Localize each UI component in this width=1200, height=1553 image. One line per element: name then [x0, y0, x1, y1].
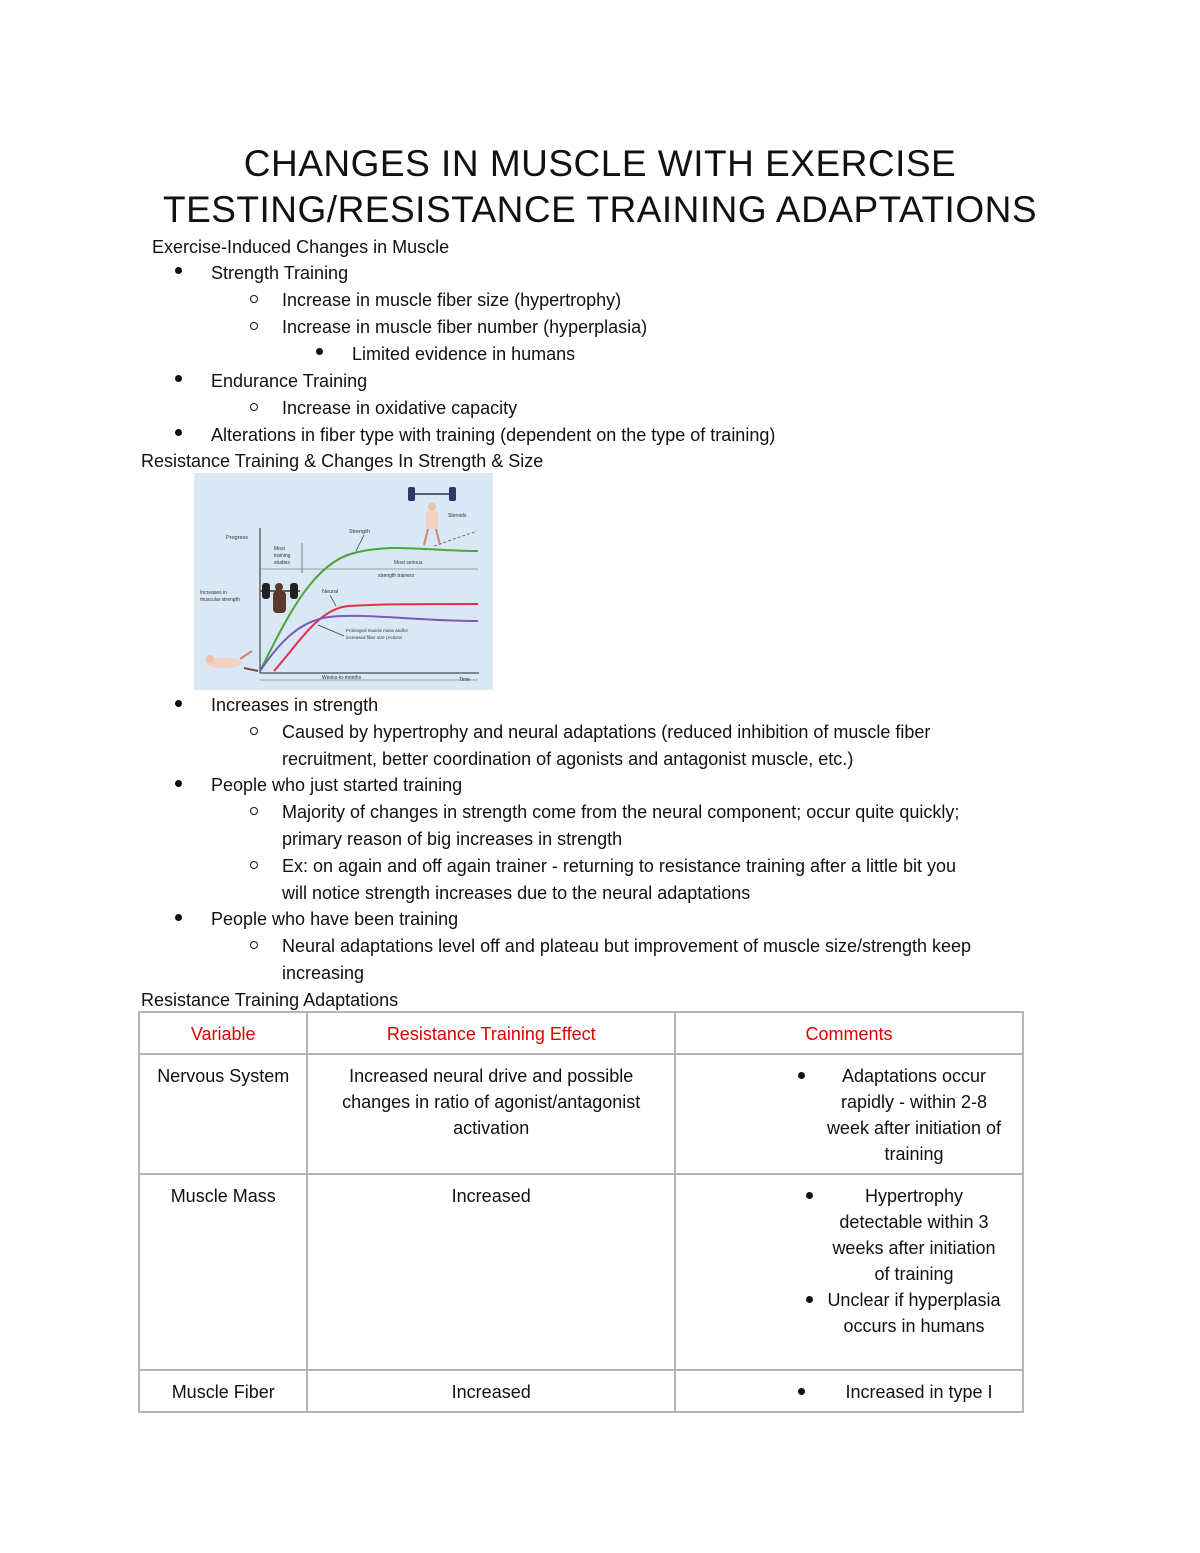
list-item-continuation: primary reason of big increases in strength — [282, 829, 623, 849]
cell-comments — [675, 1370, 1023, 1412]
section-heading-adaptations: Resistance Training Adaptations — [141, 990, 399, 1010]
header-effect: Resistance Training Effect — [307, 1012, 675, 1054]
title-line-2: TESTING/RESISTANCE TRAINING ADAPTATIONS — [162, 189, 1038, 230]
cell-comments — [675, 1174, 1023, 1370]
label-prolonged-2: increased fiber size (Actions — [346, 635, 403, 640]
cell-effect: Increased — [307, 1174, 675, 1370]
bullet-icon — [175, 700, 182, 707]
section-heading-exercise-induced: Exercise-Induced Changes in Muscle — [152, 237, 450, 257]
label-training: training — [274, 553, 291, 559]
bullet-icon — [798, 1388, 805, 1395]
list-item-continuation: increasing — [282, 963, 365, 983]
label-neural: Neural — [322, 589, 339, 595]
list-item: Limited evidence in humans — [352, 344, 576, 364]
bullet-icon — [175, 375, 182, 382]
list-item: Endurance Training — [211, 371, 368, 391]
list-item: Alterations in fiber type with training (dependent on the type of training) — [211, 425, 776, 445]
list-item: Increase in oxidative capacity — [282, 398, 518, 418]
list-item: Caused by hypertrophy and neural adaptations (reduced inhibition of muscle fiber — [282, 722, 931, 742]
list-item: People who have been training — [211, 909, 459, 929]
comment-text: Increased in type I — [845, 1382, 993, 1402]
bullet-icon — [175, 914, 182, 921]
label-increases-in: Increases in — [200, 590, 227, 596]
circle-bullet-icon — [250, 403, 258, 411]
comment-text: Adaptations occur rapidly - within 2-8 week after initiation of training — [826, 1066, 1002, 1164]
circle-bullet-icon — [250, 941, 258, 949]
figure-background — [194, 473, 493, 690]
list-item: Ex: on again and off again trainer - returning to resistance training after a little bit you — [282, 856, 957, 876]
circle-bullet-icon — [250, 861, 258, 869]
label-strength: Strength — [349, 529, 370, 535]
circle-bullet-icon — [250, 295, 258, 303]
label-weeks: Weeks-to-months — [322, 675, 362, 681]
label-steroids: Steroids — [448, 513, 467, 519]
table-row — [139, 1370, 1023, 1412]
cell-variable: Muscle Fiber — [139, 1370, 307, 1412]
header-variable: Variable — [139, 1012, 307, 1054]
circle-bullet-icon — [250, 727, 258, 735]
bullet-icon — [806, 1192, 813, 1199]
label-strength-trainers: strength trainers — [378, 573, 415, 579]
label-time: Time — [459, 677, 470, 683]
label-muscular-strength: muscular strength — [200, 597, 240, 603]
cell-variable: Muscle Mass — [139, 1174, 307, 1370]
list-item: Increase in muscle fiber size (hypertrophy) — [282, 290, 622, 310]
list-item: Majority of changes in strength come from the neural component; occur quite quickly; — [282, 802, 960, 822]
circle-bullet-icon — [250, 807, 258, 815]
label-most-serious: Most serious — [394, 560, 423, 566]
cell-variable: Nervous System — [139, 1054, 307, 1174]
bullet-icon — [175, 780, 182, 787]
list-item: Increase in muscle fiber number (hyperplasia) — [282, 317, 648, 337]
comment-text: Hypertrophy detectable within 3 weeks after initiation of training — [832, 1186, 996, 1284]
table-row — [139, 1174, 1023, 1370]
list-item: People who just started training — [211, 775, 463, 795]
cell-effect: Increased neural drive and possible changes in ratio of agonist/antagonist activation — [307, 1054, 675, 1174]
comment-item — [812, 1183, 1002, 1287]
bullet-icon — [316, 348, 323, 355]
bullet-icon — [798, 1072, 805, 1079]
table-header-row — [139, 1012, 1023, 1054]
bullet-icon — [806, 1296, 813, 1303]
header-comments: Comments — [675, 1012, 1023, 1054]
comment-item — [812, 1379, 1012, 1405]
list-item-continuation: will notice strength increases due to the neural adaptations — [282, 883, 751, 903]
strength-progress-figure — [194, 473, 493, 690]
section-heading-resistance-strength: Resistance Training & Changes In Strength & Size — [141, 451, 544, 471]
label-studies: studies — [274, 560, 290, 566]
bullet-icon — [175, 429, 182, 436]
cell-comments — [675, 1054, 1023, 1174]
list-item: Neural adaptations level off and plateau but improvement of muscle size/strength keep — [282, 936, 972, 956]
list-item: Increases in strength — [211, 695, 379, 715]
cell-effect: Increased — [307, 1370, 675, 1412]
label-most: Most — [274, 546, 285, 552]
table-row — [139, 1054, 1023, 1174]
label-prolonged-1: Prolonged muscle mass and/or — [346, 628, 409, 633]
adaptations-table — [138, 1011, 1024, 1413]
list-item-continuation: recruitment, better coordination of agonists and antagonist muscle, etc.) — [282, 749, 854, 769]
circle-bullet-icon — [250, 322, 258, 330]
comment-text: Unclear if hyperplasia occurs in humans — [827, 1290, 1001, 1336]
comment-item — [812, 1287, 1002, 1339]
comment-item — [812, 1063, 1002, 1167]
bullet-icon — [175, 267, 182, 274]
list-item: Strength Training — [211, 263, 349, 283]
label-progress: Progress — [226, 535, 249, 541]
title-line-1: CHANGES IN MUSCLE WITH EXERCISE — [243, 143, 957, 184]
